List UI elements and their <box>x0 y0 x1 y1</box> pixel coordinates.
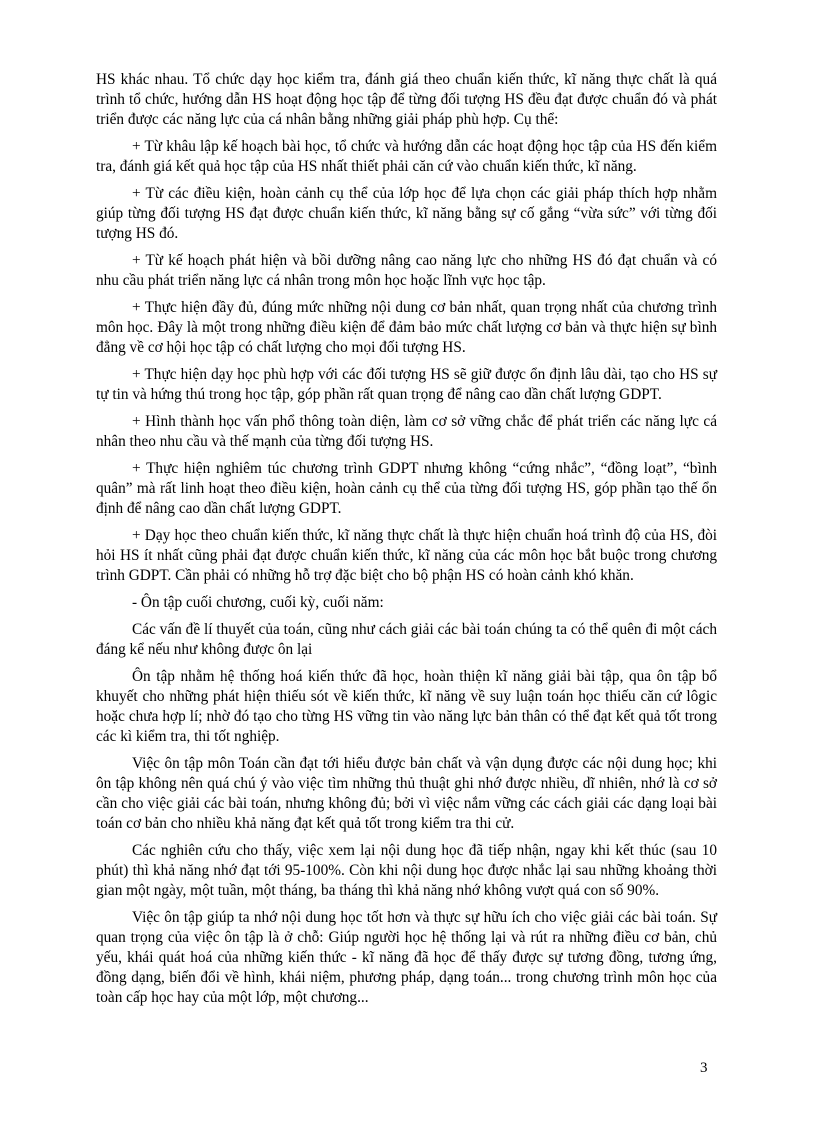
paragraph: + Hình thành học vấn phổ thông toàn diện, làm cơ sở vững chắc để phát triển các năng lực cá nhân theo nhu cầu và thế mạnh của từng đối tượng HS. <box>96 413 717 450</box>
paragraph: + Thực hiện nghiêm túc chương trình GDPT nhưng không “cứng nhắc”, “đồng loạt”, “bình quân” mà rất linh hoạt theo điều kiện, hoàn cảnh cụ thể của từng đối tượng HS, góp phần tạo thế ổn định để nâng cao dần chất lượng GDPT. <box>96 460 717 517</box>
paragraph: + Thực hiện dạy học phù hợp với các đối tượng HS sẽ giữ được ổn định lâu dài, tạo cho HS sự tự tin và hứng thú trong học tập, góp phần rất quan trọng để nâng cao dần chất lượng GDPT. <box>96 366 717 403</box>
paragraph: + Thực hiện đầy đủ, đúng mức những nội dung cơ bản nhất, quan trọng nhất của chương trình môn học. Đây là một trong những điều kiện để đảm bảo mức chất lượng cơ bản và thực hiện sự bình đẳng về cơ hội học tập có chất lượng cho mọi đối tượng HS. <box>96 299 717 356</box>
paragraph: Việc ôn tập môn Toán cần đạt tới hiểu được bản chất và vận dụng được các nội dung học; khi ôn tập không nên quá chú ý vào việc tìm những thủ thuật ghi nhớ được nhiều, dĩ nhiên, nhớ là cơ sở cần cho việc giải các bài toán, nhưng không đủ; bởi vì việc nắm vững các cách giải các dạng loại bài toán cơ bản cho nhiều khả năng đạt kết quả tốt trong kiểm tra thi cử. <box>96 755 717 832</box>
paragraph: Các vấn đề lí thuyết của toán, cũng như cách giải các bài toán chúng ta có thể quên đi một cách đáng kể nếu như không được ôn lại <box>96 621 717 658</box>
paragraph: Việc ôn tập giúp ta nhớ nội dung học tốt hơn và thực sự hữu ích cho việc giải các bài toán. Sự quan trọng của việc ôn tập là ở chỗ: Giúp người học hệ thống lại và rút ra những điều cơ bản, chủ yếu, khái quát hoá của những kiến thức - kĩ năng đã học để thấy được sự tương đồng, tương ứng, đồng dạng, biến đổi về hình, khái niệm, phương pháp, dạng toán... trong chương trình môn học của toàn cấp học hay của một lớp, một chương... <box>96 909 717 1006</box>
document-page <box>96 70 717 1015</box>
paragraph: + Từ kế hoạch phát hiện và bồi dưỡng nâng cao năng lực cho những HS đó đạt chuẩn và có nhu cầu phát triển năng lực cá nhân trong môn học hoặc lĩnh vực học tập. <box>96 252 717 289</box>
paragraph: + Dạy học theo chuẩn kiến thức, kĩ năng thực chất là thực hiện chuẩn hoá trình độ của HS, đòi hỏi HS ít nhất cũng phải đạt được chuẩn kiến thức, kĩ năng của các môn học bắt buộc trong chương trình GDPT. Cần phải có những hỗ trợ đặc biệt cho bộ phận HS có hoàn cảnh khó khăn. <box>96 527 717 584</box>
paragraph: + Từ các điều kiện, hoàn cảnh cụ thể của lớp học để lựa chọn các giải pháp thích hợp nhằm giúp từng đối tượng HS đạt được chuẩn kiến thức, kĩ năng bằng sự cố gắng “vừa sức” với từng đối tượng HS đó. <box>96 185 717 242</box>
section-heading: - Ôn tập cuối chương, cuối kỳ, cuối năm: <box>132 594 384 611</box>
paragraph: + Từ khâu lập kế hoạch bài học, tổ chức và hướng dẫn các hoạt động học tập của HS đến kiểm tra, đánh giá kết quả học tập của HS nhất thiết phải căn cứ vào chuẩn kiến thức, kĩ năng. <box>96 138 717 175</box>
page-number: 3 <box>700 1060 708 1076</box>
paragraph: Các nghiên cứu cho thấy, việc xem lại nội dung học đã tiếp nhận, ngay khi kết thúc (sau 10 phút) thì khả năng nhớ đạt tới 95-100%. Còn khi nội dung học được nhắc lại sau những khoảng thời gian một ngày, một tuần, một tháng, ba tháng thì khả năng nhớ không vượt quá con số 90%. <box>96 842 717 899</box>
paragraph: HS khác nhau. Tổ chức dạy học kiểm tra, đánh giá theo chuẩn kiến thức, kĩ năng thực chất là quá trình tổ chức, hướng dẫn HS hoạt động học tập để từng đối tượng HS đều đạt được chuẩn đó và phát triển được các năng lực của cá nhân bằng những giải pháp phù hợp. Cụ thể: <box>96 71 717 128</box>
paragraph: Ôn tập nhằm hệ thống hoá kiến thức đã học, hoàn thiện kĩ năng giải bài tập, qua ôn tập bổ khuyết cho những phát hiện thiếu sót về kiến thức, kĩ năng về suy luận toán học thiếu căn cứ lôgic hoặc chưa hợp lí; nhờ đó tạo cho từng HS vững tin vào năng lực bản thân có thể đạt kết quả tốt trong các kì kiểm tra, thi tốt nghiệp. <box>96 668 717 745</box>
